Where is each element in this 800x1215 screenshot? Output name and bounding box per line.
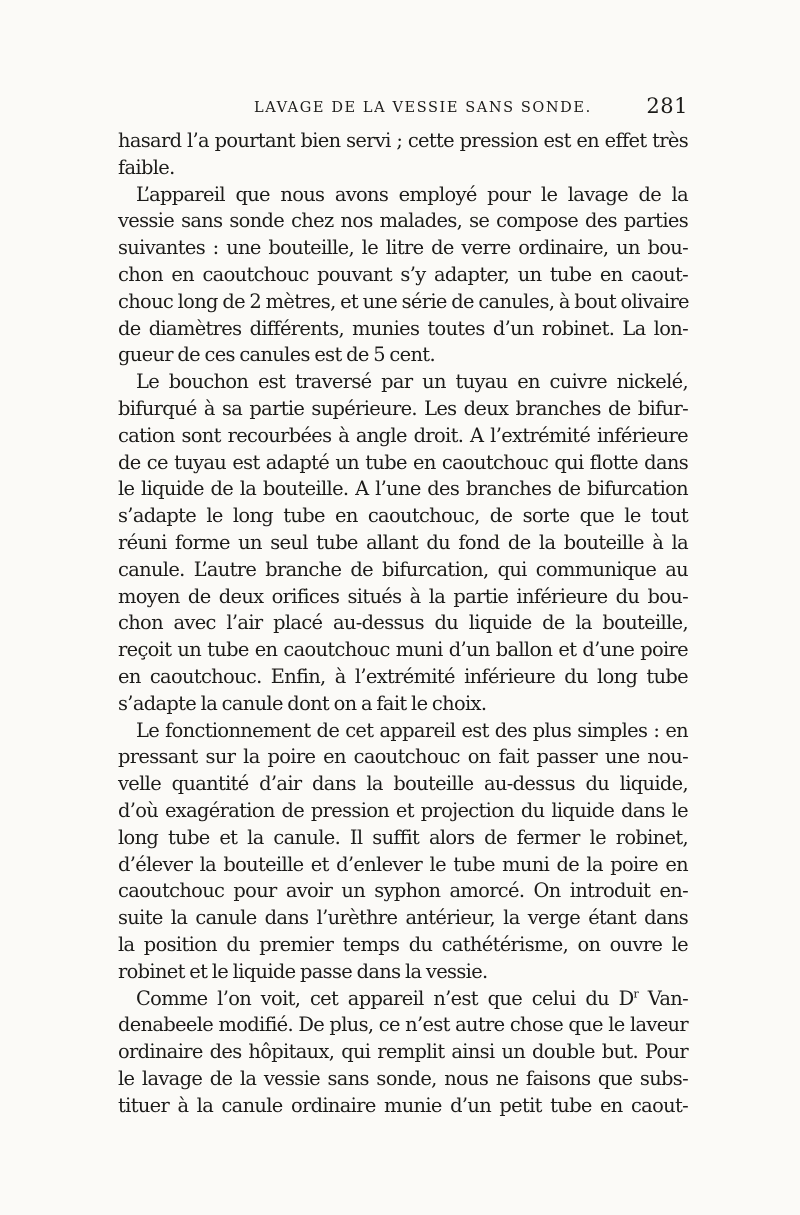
- text-line: velle quantité d’air dans la bouteille au-dessus du liquide,: [118, 772, 688, 796]
- text-line: chon en caoutchouc pouvant s’y adapter, un tube en caout-: [118, 262, 688, 286]
- text-line: le liquide de la bouteille. A l’une des branches de bifurcation: [118, 477, 688, 501]
- paragraph-first-line: [118, 986, 688, 1013]
- text-line: canule. L’autre branche de bifurcation, qui communique au: [118, 557, 688, 581]
- text-line: moyen de deux orifices situés à la partie inférieure du bou-: [118, 584, 688, 608]
- text-line: le lavage de la vessie sans sonde, nous ne faisons que subs-: [118, 1066, 688, 1090]
- text-line: faible.: [118, 155, 175, 179]
- text-line: suite la canule dans l’urèthre antérieur, la verge étant dans: [118, 906, 688, 930]
- paragraph-first-line: L’appareil que nous avons employé pour le lavage de la: [136, 182, 688, 206]
- text-line: gueur de ces canules est de 5 cent.: [118, 343, 435, 367]
- text-line: d’élever la bouteille et d’enlever le tube muni de la poire en: [118, 852, 688, 876]
- text-line: caoutchouc pour avoir un syphon amorcé. On introduit en-: [118, 879, 688, 903]
- text-line: de ce tuyau est adapté un tube en caoutchouc qui flotte dans: [118, 450, 688, 474]
- text-line: s’adapte le long tube en caoutchouc, de sorte que le tout: [118, 504, 688, 528]
- text-line: reçoit un tube en caoutchouc muni d’un ballon et d’une poire: [118, 638, 688, 662]
- text-line: tituer à la canule ordinaire munie d’un petit tube en caout-: [118, 1093, 688, 1117]
- text-line: hasard l’a pourtant bien servi ; cette pression est en effet très: [118, 129, 688, 152]
- body-text: [118, 128, 688, 1119]
- text-line: ordinaire des hôpitaux, qui remplit ainsi un double but. Pour: [118, 1040, 688, 1064]
- text-line: suivantes : une bouteille, le litre de verre ordinaire, un bou-: [118, 236, 688, 260]
- text-line: cation sont recourbées à angle droit. A l’extrémité inférieure: [118, 423, 688, 447]
- paragraph-first-line: Le bouchon est traversé par un tuyau en cuivre nickelé,: [136, 370, 688, 394]
- text-line: chon avec l’air placé au-dessus du liquide de la bouteille,: [118, 611, 688, 635]
- superscript: r: [633, 987, 639, 1001]
- text-line: denabeele modifié. De plus, ce n’est autre chose que le laveur: [118, 1013, 688, 1037]
- text-line: réuni forme un seul tube allant du fond de la bouteille à la: [118, 530, 688, 554]
- text-line: la position du premier temps du cathétérisme, on ouvre le: [118, 932, 688, 956]
- text-line: vessie sans sonde chez nos malades, se compose des parties: [118, 209, 688, 233]
- page-number: 281: [646, 94, 688, 118]
- text-segment: Van-: [638, 986, 688, 1010]
- text-line: en caoutchouc. Enfin, à l’extrémité inférieure du long tube: [118, 664, 688, 688]
- text-line: de diamètres différents, munies toutes d’un robinet. La lon-: [118, 316, 688, 340]
- paragraph-first-line: Le fonctionnement de cet appareil est des plus simples : en: [136, 718, 688, 742]
- text-line: bifurqué à sa partie supérieure. Les deux branches de bifur-: [118, 396, 688, 420]
- text-line: robinet et le liquide passe dans la vessie.: [118, 959, 488, 983]
- text-line: pressant sur la poire en caoutchouc on fait passer une nou-: [118, 745, 688, 769]
- text-line: d’où exagération de pression et projection du liquide dans le: [118, 798, 688, 822]
- running-title: LAVAGE DE LA VESSIE SANS SONDE.: [254, 100, 592, 116]
- text-line: long tube et la canule. Il suffit alors de fermer le robinet,: [118, 825, 688, 849]
- text-segment: Comme l’on voit, cet appareil n’est que celui du D: [136, 986, 634, 1010]
- text-line: s’adapte la canule dont on a fait le choix.: [118, 691, 487, 715]
- text-line: chouc long de 2 mètres, et une série de canules, à bout olivaire: [118, 289, 689, 313]
- running-head: [118, 94, 688, 126]
